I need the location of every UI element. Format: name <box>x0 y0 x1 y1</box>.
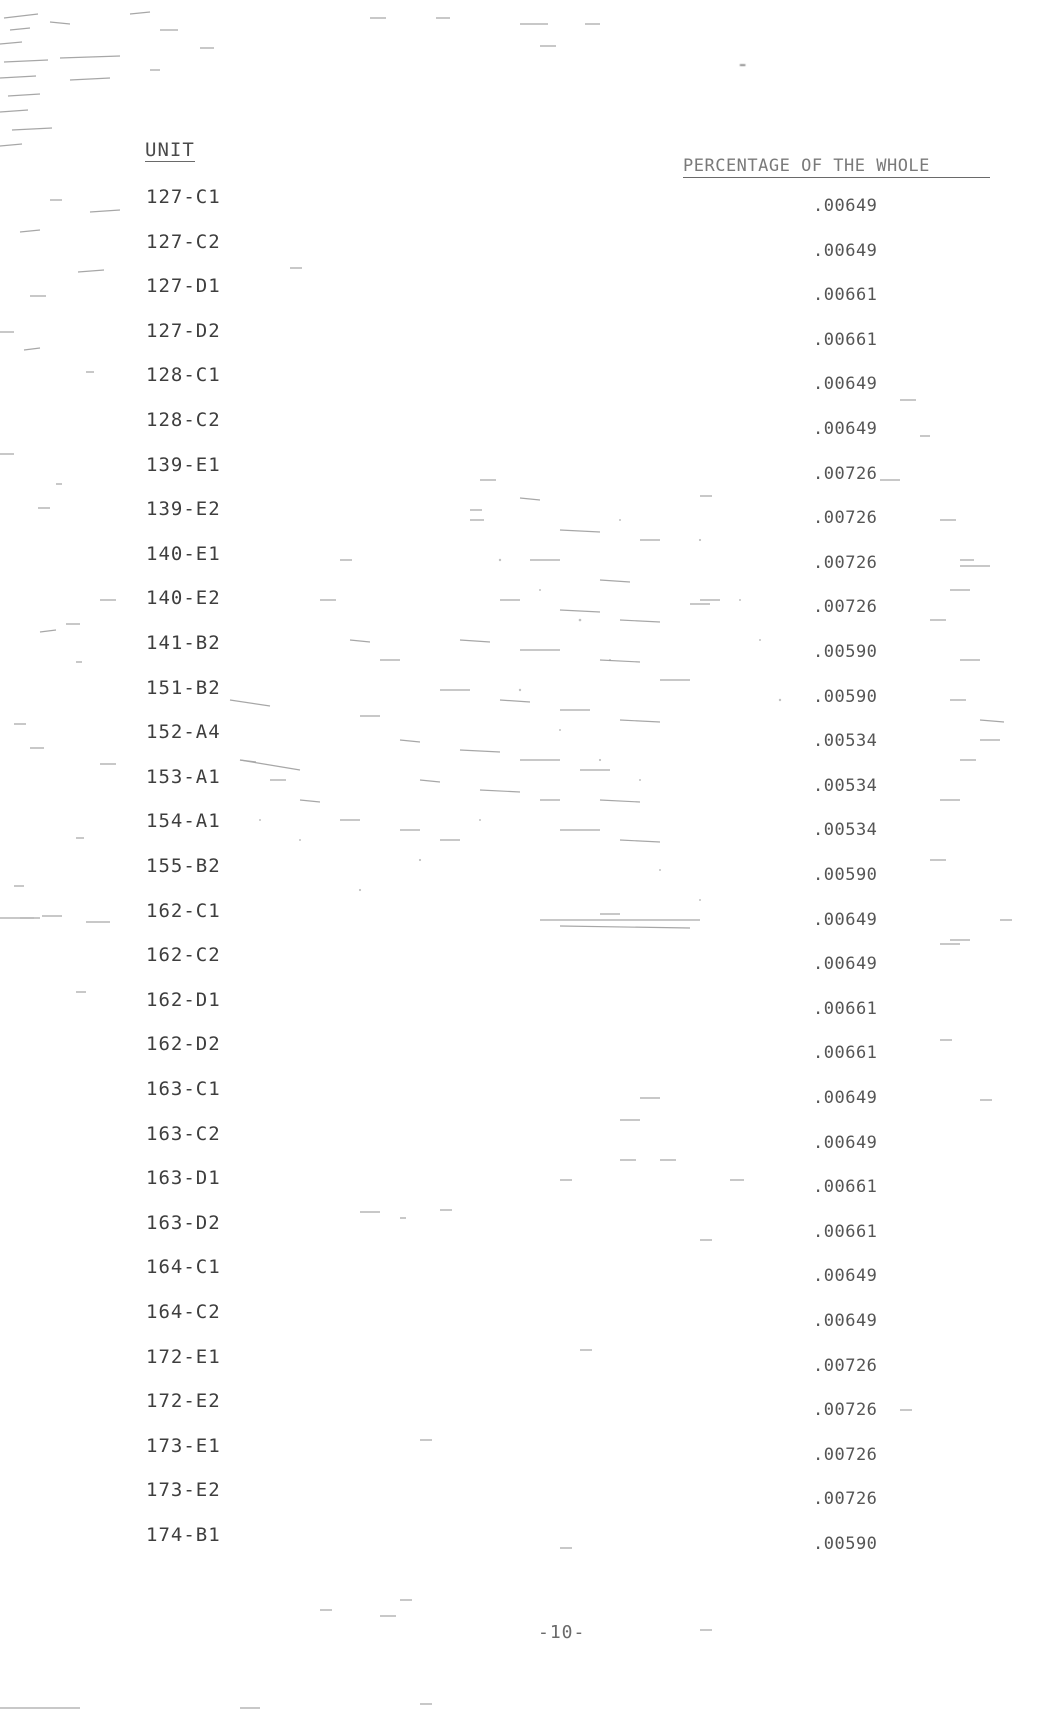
unit-id: 155-B2 <box>146 855 221 877</box>
table-row <box>0 1076 1040 1106</box>
table-row <box>0 630 1040 660</box>
unit-column-header: UNIT <box>145 139 195 161</box>
table-row <box>0 764 1040 794</box>
unit-id: 140-E2 <box>146 587 221 609</box>
table-row <box>0 987 1040 1017</box>
unit-id: 164-C2 <box>146 1301 221 1323</box>
unit-id: 141-B2 <box>146 632 221 654</box>
unit-percentage: .00649 <box>813 1088 878 1108</box>
page-number: -10- <box>538 1622 586 1643</box>
unit-id: 163-D2 <box>146 1212 221 1234</box>
table-row <box>0 1121 1040 1151</box>
unit-percentage: .00590 <box>813 642 878 662</box>
unit-id: 152-A4 <box>146 721 221 743</box>
unit-percentage: .00649 <box>813 241 878 261</box>
table-row <box>0 318 1040 348</box>
unit-id: 140-E1 <box>146 543 221 565</box>
table-row <box>0 229 1040 259</box>
unit-id: 139-E1 <box>146 454 221 476</box>
table-row <box>0 1344 1040 1374</box>
table-row <box>0 1299 1040 1329</box>
unit-id: 162-C1 <box>146 900 221 922</box>
table-row <box>0 808 1040 838</box>
table-row <box>0 1522 1040 1552</box>
table-row <box>0 1031 1040 1061</box>
unit-percentage: .00649 <box>813 1311 878 1331</box>
table-row <box>0 541 1040 571</box>
unit-id: 154-A1 <box>146 810 221 832</box>
unit-percentage: .00661 <box>813 1177 878 1197</box>
unit-percentage: .00534 <box>813 731 878 751</box>
unit-id: 127-C1 <box>146 186 221 208</box>
table-row <box>0 1254 1040 1284</box>
unit-percentage: .00661 <box>813 999 878 1019</box>
table-row <box>0 496 1040 526</box>
unit-percentage: .00649 <box>813 374 878 394</box>
unit-id: 164-C1 <box>146 1256 221 1278</box>
table-row <box>0 184 1040 214</box>
unit-id: 127-D2 <box>146 320 221 342</box>
unit-percentage: .00649 <box>813 196 878 216</box>
unit-id: 172-E2 <box>146 1390 221 1412</box>
unit-percentage: .00661 <box>813 330 878 350</box>
table-row <box>0 1210 1040 1240</box>
unit-percentage: .00649 <box>813 1266 878 1286</box>
table-row <box>0 675 1040 705</box>
unit-percentage: .00590 <box>813 865 878 885</box>
table-row <box>0 1165 1040 1195</box>
unit-id: 128-C1 <box>146 364 221 386</box>
table-row <box>0 362 1040 392</box>
unit-percentage: .00534 <box>813 776 878 796</box>
unit-id: 162-D1 <box>146 989 221 1011</box>
unit-percentage: .00661 <box>813 1222 878 1242</box>
table-row <box>0 1388 1040 1418</box>
unit-id: 162-D2 <box>146 1033 221 1055</box>
table-row <box>0 585 1040 615</box>
table-row <box>0 452 1040 482</box>
table-row <box>0 942 1040 972</box>
table-row <box>0 1433 1040 1463</box>
table-row <box>0 853 1040 883</box>
table-row <box>0 407 1040 437</box>
unit-percentage: .00649 <box>813 419 878 439</box>
unit-percentage: .00649 <box>813 910 878 930</box>
unit-id: 163-C2 <box>146 1123 221 1145</box>
unit-percentage: .00726 <box>813 597 878 617</box>
table-row <box>0 1477 1040 1507</box>
table-row <box>0 273 1040 303</box>
unit-id: 163-D1 <box>146 1167 221 1189</box>
unit-percentage: .00590 <box>813 1534 878 1554</box>
unit-percentage: .00726 <box>813 553 878 573</box>
unit-percentage: .00726 <box>813 508 878 528</box>
unit-percentage: .00726 <box>813 1356 878 1376</box>
unit-percentage: .00726 <box>813 1489 878 1509</box>
unit-id: 127-C2 <box>146 231 221 253</box>
unit-percentage: .00649 <box>813 1133 878 1153</box>
unit-id: 163-C1 <box>146 1078 221 1100</box>
unit-id: 128-C2 <box>146 409 221 431</box>
unit-id: 162-C2 <box>146 944 221 966</box>
unit-percentage: .00726 <box>813 464 878 484</box>
unit-percentage: .00590 <box>813 687 878 707</box>
unit-id: 153-A1 <box>146 766 221 788</box>
unit-percentage: .00649 <box>813 954 878 974</box>
unit-percentage: .00661 <box>813 1043 878 1063</box>
table-row <box>0 719 1040 749</box>
unit-percentage: .00726 <box>813 1445 878 1465</box>
corner-reference: - <box>736 52 752 77</box>
table-row <box>0 898 1040 928</box>
unit-id: 139-E2 <box>146 498 221 520</box>
unit-percentage: .00726 <box>813 1400 878 1420</box>
percentage-column-header: PERCENTAGE OF THE WHOLE <box>683 156 990 178</box>
unit-id: 173-E2 <box>146 1479 221 1501</box>
unit-id: 173-E1 <box>146 1435 221 1457</box>
unit-id: 151-B2 <box>146 677 221 699</box>
unit-id: 127-D1 <box>146 275 221 297</box>
unit-percentage: .00534 <box>813 820 878 840</box>
unit-id: 172-E1 <box>146 1346 221 1368</box>
unit-id: 174-B1 <box>146 1524 221 1546</box>
unit-percentage: .00661 <box>813 285 878 305</box>
